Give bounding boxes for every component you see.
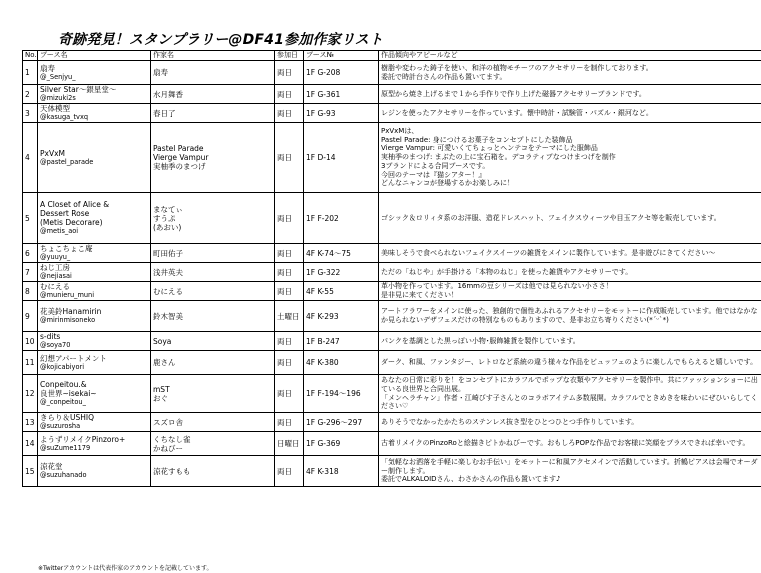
header-booth-number: ブース№ <box>304 51 379 61</box>
table-row <box>23 61 761 85</box>
booth-name: PxVxM <box>40 148 66 158</box>
header-artist-name: 作家名 <box>151 51 275 61</box>
table-row <box>23 375 761 413</box>
page-title: 奇跡発見！スタンプラリー@DF41参加作家リスト <box>58 32 384 48</box>
table-header-row <box>23 51 761 61</box>
table-row <box>23 432 761 456</box>
participation-day: 日曜日 <box>275 432 304 456</box>
booth-name: A Closet of Alice & Dessert Rose (Metis Decorare) <box>40 200 110 227</box>
participation-day: 両日 <box>275 61 304 85</box>
artist-name: まなてぃ すうぷ (あおい) <box>151 193 275 244</box>
twitter-handle: @kojicabiyori <box>40 362 85 371</box>
twitter-handle: @kasuga_tvxq <box>40 113 89 121</box>
participation-day: 両日 <box>275 351 304 375</box>
twitter-handle: @suzurosha <box>40 422 81 430</box>
booth-number: 4F K-318 <box>304 456 379 487</box>
booth-name: s-dits <box>40 332 61 341</box>
description: 美味しそうで食べられないフェイクスイーツの雑貨をメインに製作しています。是非遊びにきてください～ <box>379 244 761 263</box>
artist-name: 町田佑子 <box>151 244 275 263</box>
participation-day: 両日 <box>275 282 304 301</box>
header-no: No. <box>23 51 38 61</box>
participant-table <box>22 50 761 487</box>
booth-number: 1F D-14 <box>304 123 379 193</box>
booth-cell <box>38 456 151 487</box>
description: アートフラワーをメインに使った、独創的で個性あふれるアクセサリーをモットーに作成販売しています。他ではなかなか見られないデザフェスだけの特別なものもありますので、是非お立ち寄りください(*ˊᵕˋ*) <box>379 301 761 332</box>
booth-cell <box>38 263 151 282</box>
booth-number: 4F K-74～75 <box>304 244 379 263</box>
row-number: 14 <box>23 432 38 456</box>
booth-name: 扇寿 <box>40 63 55 73</box>
booth-number: 1F G-93 <box>304 104 379 123</box>
row-number: 15 <box>23 456 38 487</box>
table-row <box>23 413 761 432</box>
table-row <box>23 456 761 487</box>
twitter-handle: @soya70 <box>40 341 71 349</box>
description: ただの「ねじや」が手掛ける「本物のねじ」を使った雑貨やアクセサリーです。 <box>379 263 761 282</box>
description: 樹脂や変わった鋳子を使い、和洋の植物モチーフのアクセサリーを制作しております。 委託で時計台さんの作品も置いてます。 <box>379 61 761 85</box>
twitter-handle: @nejiasai <box>40 272 72 280</box>
participation-day: 両日 <box>275 193 304 244</box>
description: ありそうでなかったかたちのステンレス抜き型をひとつひとつ手作りしています。 <box>379 413 761 432</box>
booth-cell <box>38 375 151 413</box>
booth-number: 4F K-380 <box>304 351 379 375</box>
row-number: 11 <box>23 351 38 375</box>
booth-cell <box>38 61 151 85</box>
participation-day: 両日 <box>275 456 304 487</box>
participation-day: 両日 <box>275 244 304 263</box>
description: PxVxMは、 Pastel Parade: 身につけるお菓子をコンセプトにした装飾品 Vierge Vampur: 可愛いくてちょっとヘンテコをテーマにした服飾品 実柚季のまつげ: まぶたの上に宝石箱を。デコラティブなつけまつげを制作 3ブランドによる合同ブースです。 今回のテーマは『猫シアター！』 どんなニャンコが登場するかお楽しみに！ <box>379 123 761 193</box>
twitter-handle: @pastel_parade <box>40 157 94 166</box>
booth-number: 4F K-55 <box>304 282 379 301</box>
row-number: 8 <box>23 282 38 301</box>
table-row <box>23 244 761 263</box>
booth-cell <box>38 85 151 104</box>
artist-name: 涼花すもも <box>151 456 275 487</box>
description: 革小物を作っています。16mmの豆シリーズは他では見られない小ささ！ 是非見に来てください！ <box>379 282 761 301</box>
description: 「気軽なお洒落を手軽に楽しむお手伝い」をモットーに和風アクセメインで活動しています。折鶴ピアスは会場でオーダー制作します。 委託でALKALOIDさん、わさかさんの作品も置いてます♪ <box>379 456 761 487</box>
booth-name: ようずリメイクPinzoro+ <box>40 434 126 444</box>
header-day: 参加日 <box>275 51 304 61</box>
booth-cell <box>38 104 151 123</box>
twitter-handle: @mirinmisoneko <box>40 316 96 324</box>
row-number: 13 <box>23 413 38 432</box>
booth-name: Conpeitou.& 良世界~isekai~ <box>40 380 97 398</box>
table-row <box>23 123 761 193</box>
description: あなたの日常に彩りを！をコンセプトにカラフルでポップな衣類やアクセサリーを製作中。共にファッションショーに出ている良世界と合同出展。 「メンヘラチャン」作者・江崎びす子さんとのコラボアイテム多数展開。カラフルでときめきを味わいにぜひいらしてください♡ <box>379 375 761 413</box>
table-row <box>23 301 761 332</box>
booth-number: 4F K-293 <box>304 301 379 332</box>
artist-name: むにえる <box>151 282 275 301</box>
description: ゴシック＆ロリィタ系のお洋服、造花ドレスハット、フェイクスウィーツや目玉アクセ等を販売しています。 <box>379 193 761 244</box>
booth-number: 1F F-194～196 <box>304 375 379 413</box>
table-row <box>23 263 761 282</box>
row-number: 5 <box>23 193 38 244</box>
participation-day: 両日 <box>275 263 304 282</box>
booth-number: 1F G-296～297 <box>304 413 379 432</box>
row-number: 10 <box>23 332 38 351</box>
booth-number: 1F G-361 <box>304 85 379 104</box>
booth-number: 1F F-202 <box>304 193 379 244</box>
description: ダーク、和風、ファンタジー、レトロなど系統の違う様々な作品をビュッフェのように楽しんでもらえると嬉しいです。 <box>379 351 761 375</box>
artist-name: 鹿さん <box>151 351 275 375</box>
artist-name: 春日了 <box>151 104 275 123</box>
row-number: 2 <box>23 85 38 104</box>
twitter-handle: @metis_aoi <box>40 227 79 235</box>
booth-cell <box>38 193 151 244</box>
artist-name: Pastel Parade Vierge Vampur 実柚季のまつげ <box>151 123 275 193</box>
booth-name: 花美鈴Hanamirin <box>40 307 102 316</box>
artist-name: 水月舞香 <box>151 85 275 104</box>
twitter-handle: @mizuki2s <box>40 94 76 102</box>
participation-day: 両日 <box>275 413 304 432</box>
booth-name: ねじ工房 <box>40 263 70 272</box>
row-number: 12 <box>23 375 38 413</box>
booth-cell <box>38 332 151 351</box>
row-number: 1 <box>23 61 38 85</box>
row-number: 7 <box>23 263 38 282</box>
table-row <box>23 104 761 123</box>
participation-day: 両日 <box>275 85 304 104</box>
table-row <box>23 85 761 104</box>
twitter-handle: @munieru_muni <box>40 291 95 299</box>
booth-number: 1F B-247 <box>304 332 379 351</box>
booth-name: 幻想アパートメント <box>40 353 107 363</box>
table-row <box>23 332 761 351</box>
booth-name: Silver Star～銀星堂～ <box>40 85 117 94</box>
participation-day: 両日 <box>275 375 304 413</box>
participation-day: 両日 <box>275 332 304 351</box>
booth-name: むにえる <box>40 282 70 291</box>
booth-number: 1F G-208 <box>304 61 379 85</box>
booth-name: ちょこちょこ庵 <box>40 244 93 253</box>
booth-cell <box>38 351 151 375</box>
artist-name: 浅井英夫 <box>151 263 275 282</box>
artist-name: 鈴木智美 <box>151 301 275 332</box>
table-row <box>23 193 761 244</box>
description: パンクを基調とした黒っぽい小物･服飾雑貨を製作しています。 <box>379 332 761 351</box>
booth-cell <box>38 301 151 332</box>
artist-name: スズロ舎 <box>151 413 275 432</box>
participation-day: 両日 <box>275 123 304 193</box>
booth-cell <box>38 123 151 193</box>
table-row <box>23 282 761 301</box>
booth-cell <box>38 282 151 301</box>
row-number: 6 <box>23 244 38 263</box>
artist-name: Soya <box>151 332 275 351</box>
booth-cell <box>38 432 151 456</box>
participation-day: 両日 <box>275 104 304 123</box>
description: レジンを使ったアクセサリーを作っています。懐中時計・試験管・パズル・銀河など。 <box>379 104 761 123</box>
booth-name: きらり＆USHIQ <box>40 413 95 422</box>
header-description: 作品傾向やアピールなど <box>379 51 761 61</box>
row-number: 9 <box>23 301 38 332</box>
artist-name: 扇寿 <box>151 61 275 85</box>
table-row <box>23 351 761 375</box>
twitter-handle: @suzuhanado <box>40 471 87 479</box>
row-number: 3 <box>23 104 38 123</box>
header-booth-name: ブース名 <box>38 51 151 61</box>
twitter-handle: @_conpeitou_ <box>40 398 86 406</box>
row-number: 4 <box>23 123 38 193</box>
twitter-handle: @yuuyu_ <box>40 253 71 261</box>
booth-number: 1F G-322 <box>304 263 379 282</box>
booth-name: 涼花堂 <box>40 462 63 471</box>
artist-name: くちなし雀 かねびー <box>151 432 275 456</box>
twitter-handle: @_Senjyu_ <box>40 72 76 81</box>
artist-name: mST おぐ <box>151 375 275 413</box>
booth-name: 天体模型 <box>40 104 70 113</box>
participation-day: 土曜日 <box>275 301 304 332</box>
footnote: ※Twitterアカウントは代表作家のアカウントを記載しています。 <box>38 565 213 572</box>
booth-number: 1F G-369 <box>304 432 379 456</box>
booth-cell <box>38 413 151 432</box>
twitter-handle: @suZume1179 <box>40 443 91 452</box>
booth-cell <box>38 244 151 263</box>
description: 古着リメイクのPinzoRoと絵描きピトかねびーです。おもしろPOPな作品でお客様に笑顔をプラスできれば幸いです。 <box>379 432 761 456</box>
description: 原型から焼き上げるまで１から手作りで作り上げた磁器アクセサリーブランドです。 <box>379 85 761 104</box>
